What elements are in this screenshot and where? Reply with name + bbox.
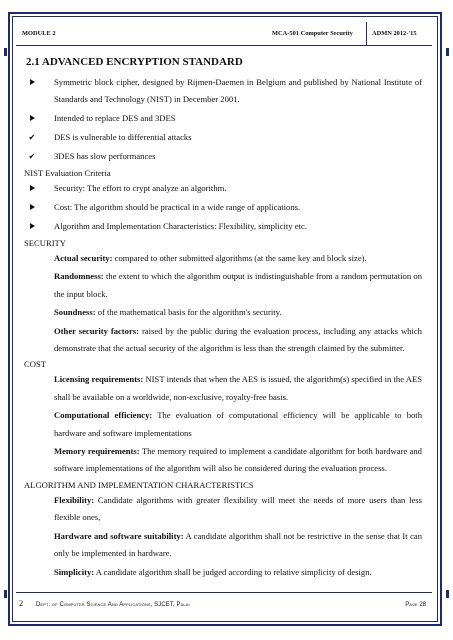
definition-text: The evaluation of computational efficiency will be applicable to both hardware and software implementations [54, 410, 422, 438]
definition-paragraph [26, 250, 422, 267]
definition-term: Other security factors: [54, 325, 139, 336]
security-heading: SECURITY [24, 238, 67, 248]
bullet-text: Intended to replace DES and 3DES [54, 113, 176, 123]
bullet-text: Algorithm and Implementation Characteristics: Flexibility, simplicity etc. [54, 221, 307, 231]
definition-paragraph [26, 323, 422, 358]
section-title: 2.1 ADVANCED ENCRYPTION STANDARD [26, 56, 243, 68]
bullet-text: DES is vulnerable to differential attacks [54, 132, 192, 142]
page-content [26, 54, 422, 582]
footer-page-number: 2 [19, 599, 24, 608]
definition-term: Randomness: [54, 271, 104, 282]
definition-term: Soundness: [54, 307, 96, 318]
criteria-bullet-list [26, 180, 422, 235]
definition-term: Computational efficiency: [54, 410, 153, 421]
definition-paragraph [26, 268, 422, 303]
definition-term: Licensing requirements: [54, 374, 144, 385]
course-label: MCA-501 Computer Security [272, 30, 353, 37]
bullet-item [26, 110, 422, 127]
binding-mark [4, 48, 7, 56]
footer-page-label: Page 28 [405, 602, 426, 608]
algorithm-items [26, 492, 422, 581]
definition-text: Candidate algorithms with greater flexibility will meet the needs of more users than less flexible ones, [54, 494, 422, 523]
definition-term: Hardware and software suitability: [54, 530, 184, 541]
page-footer [16, 592, 432, 620]
triangle-bullet-icon [26, 180, 38, 197]
header-divider [366, 22, 367, 46]
definition-paragraph [26, 407, 422, 442]
session-label: ADMN 2012-'15 [372, 30, 417, 37]
bullet-item [26, 199, 422, 216]
cost-items [26, 371, 422, 477]
security-items [26, 250, 422, 357]
bullet-item [26, 218, 422, 235]
algorithm-heading: ALGORITHM AND IMPLEMENTATION CHARACTERISTICS [24, 479, 254, 490]
definition-paragraph [26, 528, 422, 563]
bullet-item [26, 148, 422, 165]
definition-text: A candidate algorithm shall not be restrictive in the sense that It can only be implemented in hardware. [54, 530, 422, 559]
bullet-item [26, 74, 422, 108]
definition-paragraph [26, 492, 422, 527]
page-header [16, 22, 432, 46]
binding-mark [446, 590, 449, 598]
triangle-bullet-icon [26, 199, 38, 216]
definition-term: Memory requirements: [54, 446, 140, 457]
binding-mark [4, 590, 7, 598]
definition-text: the extent to which the algorithm output is indistinguishable from a random permutation on the input block. [54, 271, 422, 299]
definition-text: raised by the public during the evaluation process, including any attacks which demonstrate that the actual security of the algorithm is less than the strength claimed by the submitter. [54, 325, 422, 354]
checkmark-icon: ✔ [28, 151, 36, 161]
definition-text: NIST intends that when the AES is issued, the algorithm(s) specified in the AES shall be available on a worldwide, non-exclusive, royalty-free basis. [54, 374, 422, 402]
triangle-bullet-icon [26, 110, 38, 127]
cost-heading: COST [24, 359, 46, 370]
definition-text: The memory required to implement a candidate algorithm for both hardware and software implementations of the algorithm will also be considered during the evaluation process. [54, 446, 422, 474]
checkmark-icon: ✔ [28, 132, 36, 142]
intro-bullet-list [26, 74, 422, 165]
triangle-bullet-icon [26, 74, 38, 91]
definition-paragraph [26, 371, 422, 406]
definition-text: compared to other submitted algorithms (at the same key and block size). [112, 253, 367, 263]
footer-department: Dept. of Computer Science And Applications, SJCET, Palai [36, 602, 190, 608]
definition-term: Flexibility: [54, 494, 95, 505]
definition-term: Simplicity: [54, 566, 95, 577]
definition-paragraph [26, 304, 422, 321]
definition-text: of the mathematical basis for the algorithm's security. [95, 307, 282, 318]
definition-term: Actual security: [54, 253, 113, 263]
bullet-text: Symmetric block cipher, designed by Rijmen-Daemen in Belgium and published by National Institute of Standards and Technology (NIST) in December 2001. [54, 77, 422, 104]
bullet-item [26, 180, 422, 197]
module-label: MODULE 2 [22, 30, 56, 37]
criteria-heading: NIST Evaluation Criteria [24, 168, 111, 178]
bullet-text: Cost: The algorithm should be practical in a wide range of applications. [54, 202, 301, 212]
definition-text: A candidate algorithm shall be judged according to relative simplicity of design. [94, 566, 372, 577]
definition-paragraph [26, 443, 422, 478]
definition-paragraph [26, 564, 422, 581]
triangle-bullet-icon [26, 218, 38, 235]
bullet-text: 3DES has slow performances [54, 151, 156, 161]
bullet-text: Security: The effort to crypt analyze an algorithm. [54, 183, 227, 193]
bullet-item [26, 129, 422, 146]
binding-mark [446, 48, 449, 56]
